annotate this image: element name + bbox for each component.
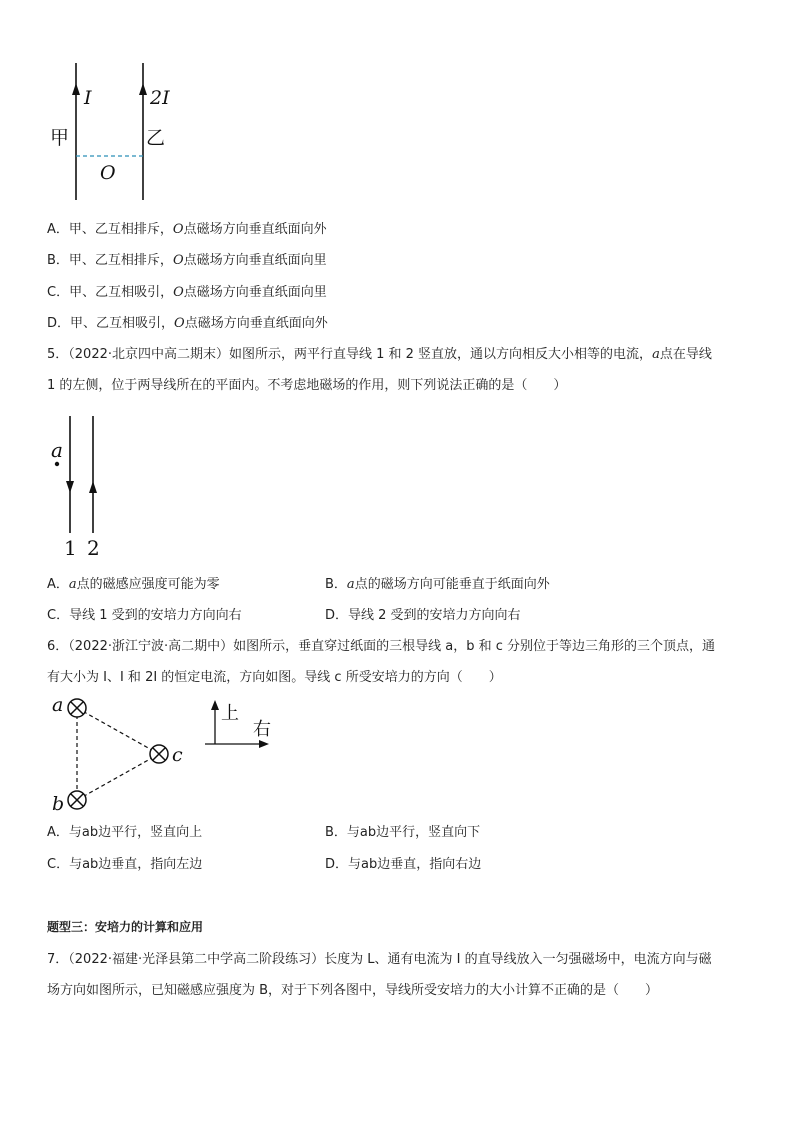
q6-option-c: C．与ab边垂直，指向左边	[47, 857, 203, 872]
label-right: 右	[253, 719, 271, 740]
q4-option-b: B．甲、乙互相排斥，O点磁场方向垂直纸面向里	[47, 253, 327, 268]
q4-option-d: D．甲、乙互相吸引，O点磁场方向垂直纸面向外	[47, 316, 328, 331]
q5-option-c: C．导线 1 受到的安培力方向向右	[47, 608, 242, 623]
q4-option-c: C．甲、乙互相吸引，O点磁场方向垂直纸面向里	[47, 285, 327, 300]
arrow-up-icon	[89, 481, 97, 493]
edge-ac	[77, 708, 159, 754]
arrow-up-icon	[72, 83, 80, 95]
q6-stem-line1: 6．（2022·浙江宁波·高二期中）如图所示，垂直穿过纸面的三根导线 a，b 和 c 分别位于等边三角形的三个顶点，通	[47, 639, 716, 654]
figure-triangle-wires	[45, 690, 285, 816]
arrow-up-icon	[211, 700, 219, 710]
q7-stem-line2: 场方向如图所示，已知磁感应强度为 B，对于下列各图中，导线所受安培力的大小计算不正确的是（ ）	[47, 983, 659, 998]
point-a-label: a	[51, 438, 63, 462]
wire-b-into-page-icon	[68, 791, 86, 809]
label-up: 上	[221, 703, 239, 724]
q6-stem-line2: 有大小为 I、I 和 2I 的恒定电流，方向如图。导线 c 所受安培力的方向（ ）	[47, 670, 502, 685]
wire-1-label: 1	[64, 536, 77, 560]
arrow-right-icon	[259, 740, 269, 748]
edge-bc	[77, 754, 159, 800]
q5-stem-line1: 5．（2022·北京四中高二期末）如图所示，两平行直导线 1 和 2 竖直放，通以方向相反大小相等的电流，a点在导线	[47, 347, 712, 362]
current-label-right: 2I	[150, 87, 170, 109]
wire-a-into-page-icon	[68, 699, 86, 717]
q5-option-d: D．导线 2 受到的安培力方向向右	[325, 608, 521, 623]
arrow-down-icon	[66, 481, 74, 493]
wire-label-right: 乙	[146, 127, 166, 149]
q5-option-a: A．a点的磁感应强度可能为零	[47, 577, 220, 592]
figure-wires-1-2	[45, 410, 125, 562]
label-b: b	[52, 793, 65, 815]
wire-label-left: 甲	[50, 127, 70, 149]
point-a-dot	[55, 462, 59, 466]
current-label-left: I	[84, 87, 92, 109]
q6-option-b: B．与ab边平行，竖直向下	[325, 825, 481, 840]
label-c: c	[172, 744, 183, 766]
wire-c-into-page-icon	[150, 745, 168, 763]
arrow-up-icon	[139, 83, 147, 95]
q4-option-a: A．甲、乙互相排斥，O点磁场方向垂直纸面向外	[47, 222, 327, 237]
label-a: a	[52, 694, 64, 716]
figure-parallel-wires	[40, 55, 190, 205]
section-title: 题型三：安培力的计算和应用	[47, 920, 204, 934]
q5-option-b: B．a点的磁场方向可能垂直于纸面向外	[325, 577, 550, 592]
wire-2-label: 2	[87, 536, 100, 560]
point-label: O	[100, 162, 116, 184]
q6-option-a: A．与ab边平行，竖直向上	[47, 825, 203, 840]
q5-stem-line2: 1 的左侧，位于两导线所在的平面内。不考虑地磁场的作用，则下列说法正确的是（ ）	[47, 378, 567, 393]
q7-stem-line1: 7．（2022·福建·光泽县第二中学高二阶段练习）长度为 L、通有电流为 I 的直导线放入一匀强磁场中，电流方向与磁	[47, 952, 712, 967]
q6-option-d: D．与ab边垂直，指向右边	[325, 857, 482, 872]
